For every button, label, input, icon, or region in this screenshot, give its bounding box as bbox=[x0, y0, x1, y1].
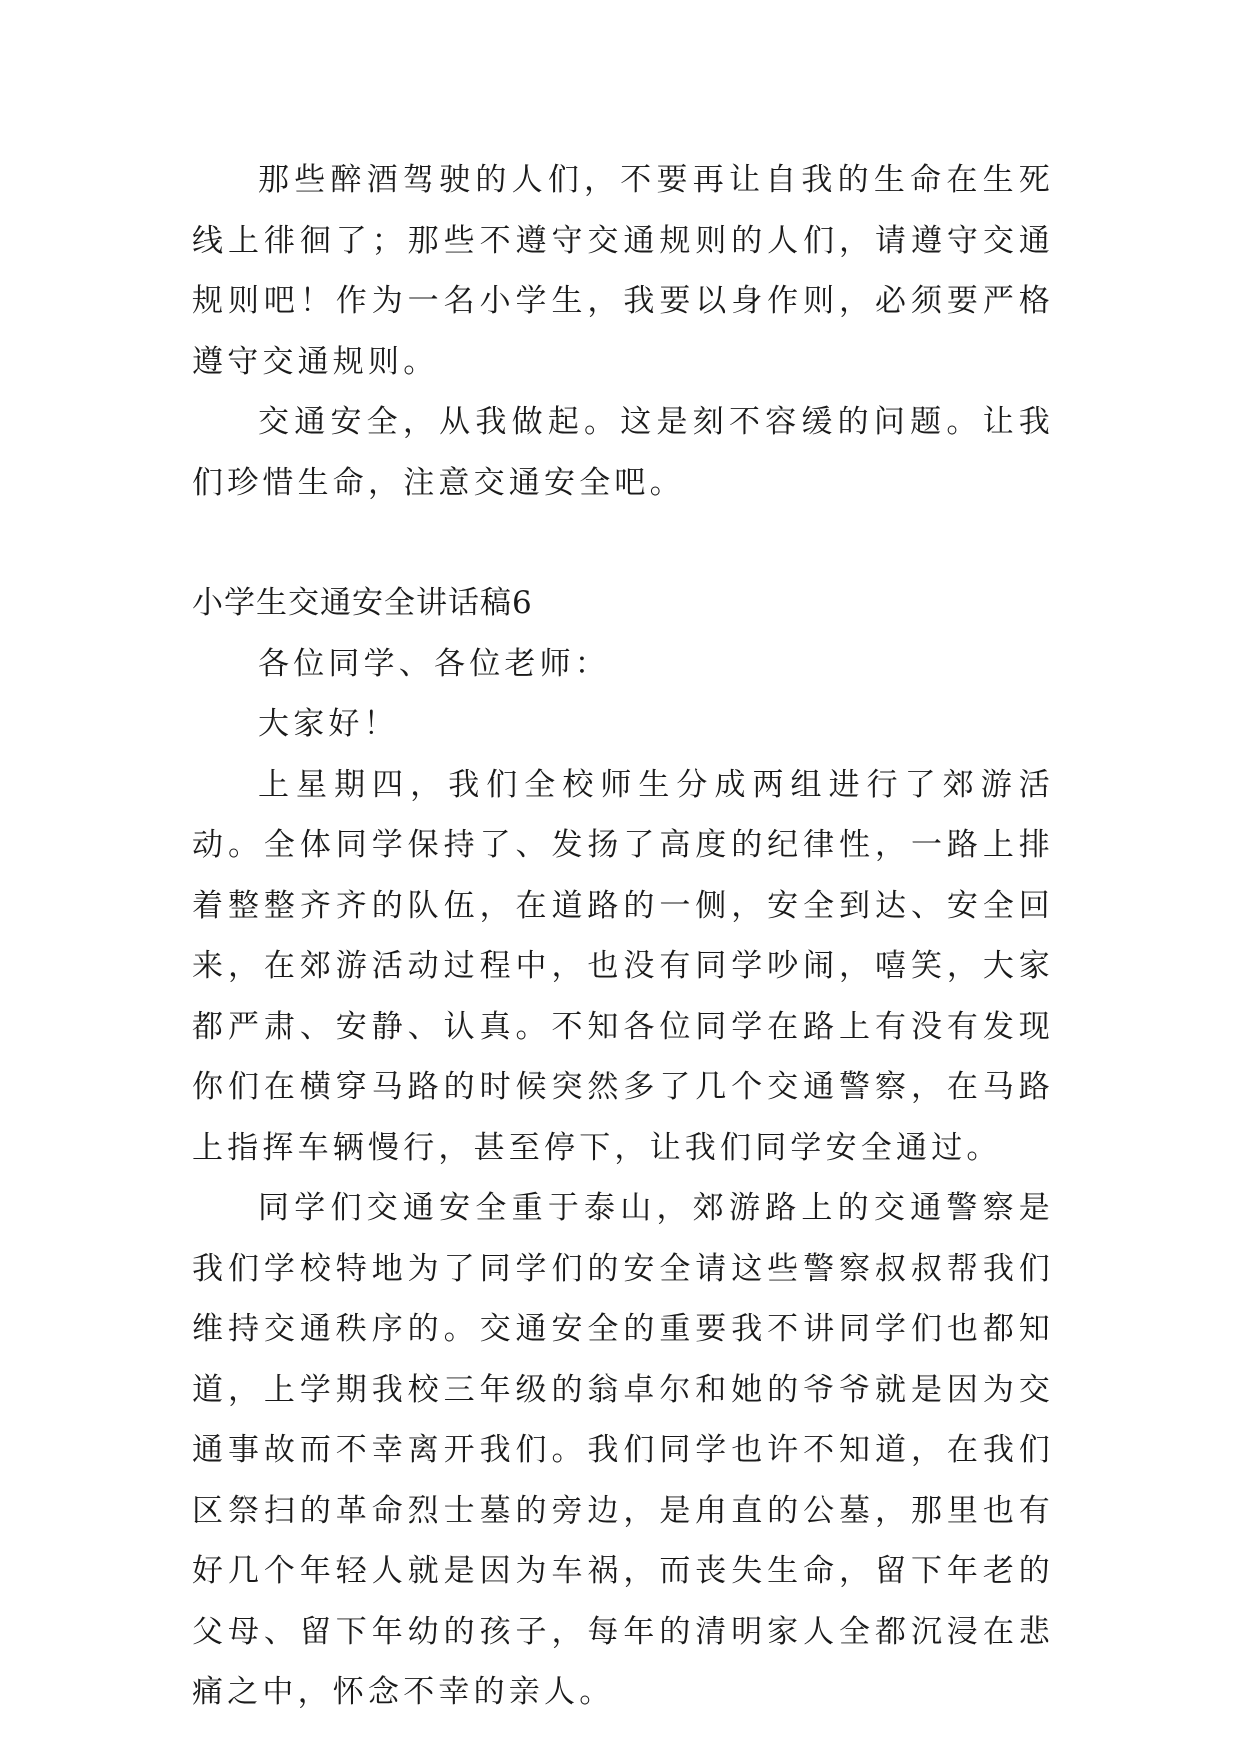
greeting-line: 各位同学、各位老师： bbox=[258, 645, 610, 682]
paragraph-safety-first: 交通安全，从我做起。这是刻不容缓的问题。让我们珍惜生命，注意交通安全吧。 bbox=[192, 404, 1054, 501]
paragraph-safety-importance: 同学们交通安全重于泰山，郊游路上的交通警察是我们学校特地为了同学们的安全请这些警察叔叔帮我们维持交通秩序的。交通安全的重要我不讲同学们也都知道，上学期我校三年级的翁卓尔和她的爷爷就是因为交通事故而不幸离开我们。我们同学也许不知道，在我们区祭扫的革命烈士墓的旁边，是甪直的公墓，那里也有好几个年轻人就是因为车祸，而丧失生命，留下年老的父母、留下年幼的孩子，每年的清明家人全都沉浸在悲痛之中，怀念不幸的亲人。 bbox=[192, 1190, 1054, 1710]
paragraph-outing: 上星期四，我们全校师生分成两组进行了郊游活动。全体同学保持了、发扬了高度的纪律性，一路上排着整整齐齐的队伍，在道路的一侧，安全到达、安全回来，在郊游活动过程中，也没有同学吵闹，嘻笑，大家都严肃、安静、认真。不知各位同学在路上有没有发现你们在横穿马路的时候突然多了几个交通警察，在马路上指挥车辆慢行，甚至停下，让我们同学安全通过。 bbox=[192, 766, 1054, 1166]
salutation-line: 大家好！ bbox=[258, 706, 399, 742]
document-page bbox=[192, 150, 1054, 1723]
section-heading: 小学生交通安全讲话稿6 bbox=[192, 585, 533, 621]
paragraph-drunk-driving: 那些醉酒驾驶的人们，不要再让自我的生命在生死线上徘徊了；那些不遵守交通规则的人们，请遵守交通规则吧！作为一名小学生，我要以身作则，必须要严格遵守交通规则。 bbox=[192, 162, 1054, 380]
section-spacer bbox=[192, 513, 1054, 573]
